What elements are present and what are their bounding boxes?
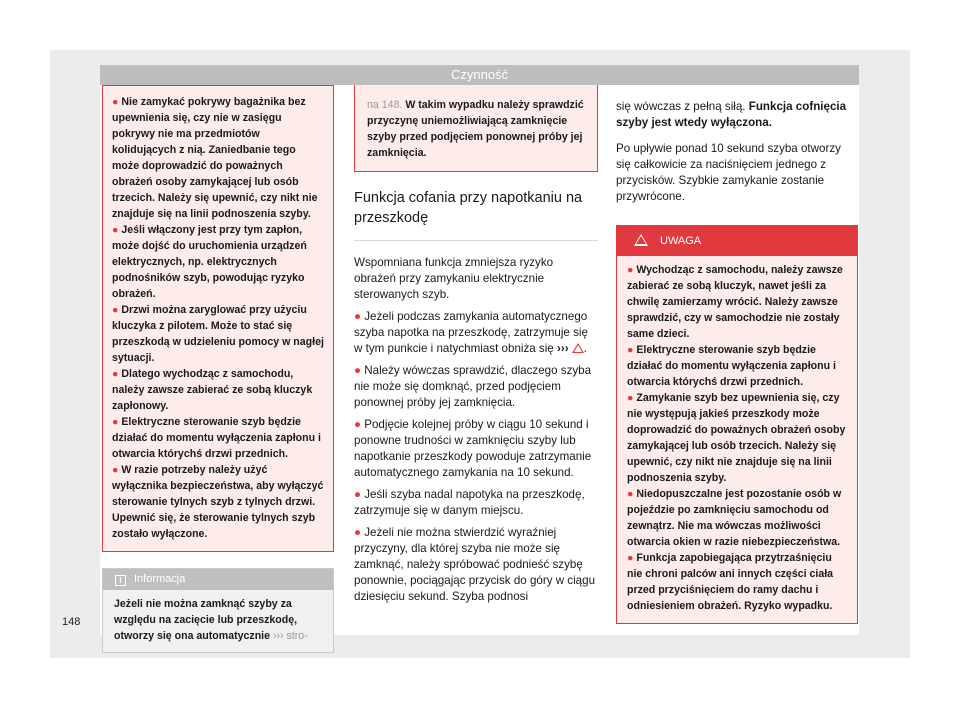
bullet-icon: ● (112, 304, 119, 316)
warning-body (617, 256, 857, 623)
bullet-icon: ● (354, 488, 362, 501)
bullet-icon: ● (627, 344, 634, 356)
bullet-icon: ● (112, 96, 119, 108)
page-reference-link[interactable]: na 148. (367, 99, 403, 111)
warning-header (617, 226, 857, 256)
bullet-icon: ● (627, 552, 634, 564)
list-item: ● Podjęcie kolejnej próby w ciągu 10 sekund i ponowne trudności w zamknięciu szyby lub napotkanie przeszkody powoduje zatrzymanie automatycznego zamykania na 10 sekund. (354, 418, 592, 479)
warning-item: ● Nie zamykać pokrywy bagażnika bez upewnienia się, czy nie w zasięgu pokrywy nie ma przedmiotów kolidujących z nią. Zaniedbanie tego może doprowadzić do poważnych obrażeń osoby zamykającej lub osób trzecich. Należy się upewnić, czy nikt nie znajduje się na linii podnoszenia szyby. (112, 96, 318, 220)
column-right (616, 85, 858, 624)
warning-item: ● Dlatego wychodząc z samochodu, należy zawsze zabierać ze sobą kluczyk zapłonowy. (112, 368, 313, 412)
info-continued-box: na 148. W takim wypadku należy sprawdzić przyczynę uniemożliwiającą zamknięcie szyby przed podjęciem ponownej próby jej zamknięcia. (354, 85, 598, 172)
warning-item: ● Elektryczne sterowanie szyb będzie działać do momentu wyłączenia zapłonu i otwarcia którychś drzwi przednich. (112, 416, 321, 460)
intro-paragraph: Wspomniana funkcja zmniejsza ryzyko obrażeń przy zamykaniu elektrycznie sterowanych szyb. (354, 256, 554, 301)
info-box (102, 568, 334, 653)
bullet-icon: ● (354, 526, 362, 539)
warning-item: ● Niedopuszczalne jest pozostanie osób w pojeździe po zamknięciu samochodu od zewnątrz. Nie ma wówczas możliwości otwarcia okien w razie niebezpieczeństwa. (627, 488, 842, 548)
bullet-icon: ● (354, 364, 362, 377)
continued-paragraph: się wówczas z pełną siłą. Funkcja cofnięcia szyby jest wtedy wyłączona. (616, 100, 847, 129)
bullet-icon: ● (627, 392, 634, 404)
warning-item: ● Zamykanie szyb bez upewnienia się, czy nie występują jakieś przeszkody może doprowadzić do poważnych obrażeń osoby zamykającej lub osób trzecich. Należy się upewnić, czy nikt nie znajduje się na linii podnoszenia szyby. (627, 392, 846, 484)
warning-title: UWAGA (660, 235, 702, 247)
page-content (100, 85, 859, 642)
warning-item: ● W razie potrzeby należy użyć wyłącznika bezpieczeństwa, aby wyłączyć sterowanie tylnych szyb z tylnych drzwi. Upewnić się, że sterowanie tylnych szyb zostało wyłączone. (112, 464, 324, 540)
bullet-icon: ● (112, 464, 119, 476)
page-reference-link[interactable]: ››› stro- (272, 630, 308, 642)
section-title: Funkcja cofania przy napotkaniu na przeszkodę (354, 188, 598, 241)
warning-continued-box (102, 85, 334, 552)
info-icon: i (115, 575, 126, 586)
warning-box (616, 225, 858, 624)
list-item: ● Jeżeli podczas zamykania automatycznego szyba napotka na przeszkodę, zatrzymuje się w tym punkcie i natychmiast obniża się ››› . (354, 310, 588, 355)
warning-icon (634, 234, 648, 246)
warning-triangle-icon (572, 343, 584, 353)
bullet-icon: ● (627, 264, 634, 276)
paragraph: Po upływie ponad 10 sekund szyba otworzy się całkowicie za naciśnięciem jednego z przycisków. Szybkie zamykanie zostanie przywrócone. (616, 142, 841, 203)
section-header: Czynność (100, 65, 859, 85)
column-left (102, 85, 334, 653)
column-middle (354, 85, 598, 605)
info-title: Informacja (134, 573, 186, 585)
warning-item: ● Funkcja zapobiegająca przytrzaśnięciu nie chroni palców ani innych części ciała przed przyciśnięciem do ramy dachu i odniesieniem obrażeń. Ryzyko wypadku. (627, 552, 834, 612)
bullet-icon: ● (112, 368, 119, 380)
list-item: ● Należy wówczas sprawdzić, dlaczego szyba nie może się domknąć, przed podjęciem ponownej próby jej zamknięcia. (354, 364, 592, 409)
warning-item: ● Elektryczne sterowanie szyb będzie działać do momentu wyłączenia zapłonu i otwarcia którychś drzwi przednich. (627, 344, 836, 388)
bullet-icon: ● (112, 416, 119, 428)
bullet-icon: ● (627, 488, 634, 500)
info-header (103, 569, 333, 590)
warning-item: ● Wychodząc z samochodu, należy zawsze zabierać ze sobą kluczyk, nawet jeśli za chwilę zamierzamy wrócić. Należy zawsze sprawdzić, czy w samochodzie nie zostały same dzieci. (627, 264, 843, 340)
warning-item: ● Jeśli włączony jest przy tym zapłon, może dojść do uruchomienia urządzeń elektrycznych, np. elektrycznych podnośników szyb, powodując ryzyko obrażeń. (112, 224, 307, 300)
bullet-icon: ● (112, 224, 119, 236)
bullet-icon: ● (354, 418, 362, 431)
bullet-icon: ● (354, 310, 362, 323)
reference-arrow[interactable]: ››› (557, 342, 569, 355)
list-item: ● Jeśli szyba nadal napotyka na przeszkodę, zatrzymuje się w danym miejscu. (354, 488, 585, 517)
warning-item: ● Drzwi można zaryglować przy użyciu kluczyka z pilotem. Może to stać się przeszkodą w udzieleniu pomocy w nagłej sytuacji. (112, 304, 324, 364)
page-number: 148 (62, 616, 81, 628)
info-text: Jeżeli nie można zamknąć szyby za względu na zacięcie lub przeszkodę, otworzy się ona automatycznie ››› stro- (114, 598, 308, 642)
list-item: ● Jeżeli nie można stwierdzić wyraźniej przyczyny, dla której szyba nie może się zamknąć, należy spróbować podnieść szybę ponownie, pociągając przycisk do góry w ciągu dziesięciu sekund. Szyba podnosi (354, 526, 596, 603)
